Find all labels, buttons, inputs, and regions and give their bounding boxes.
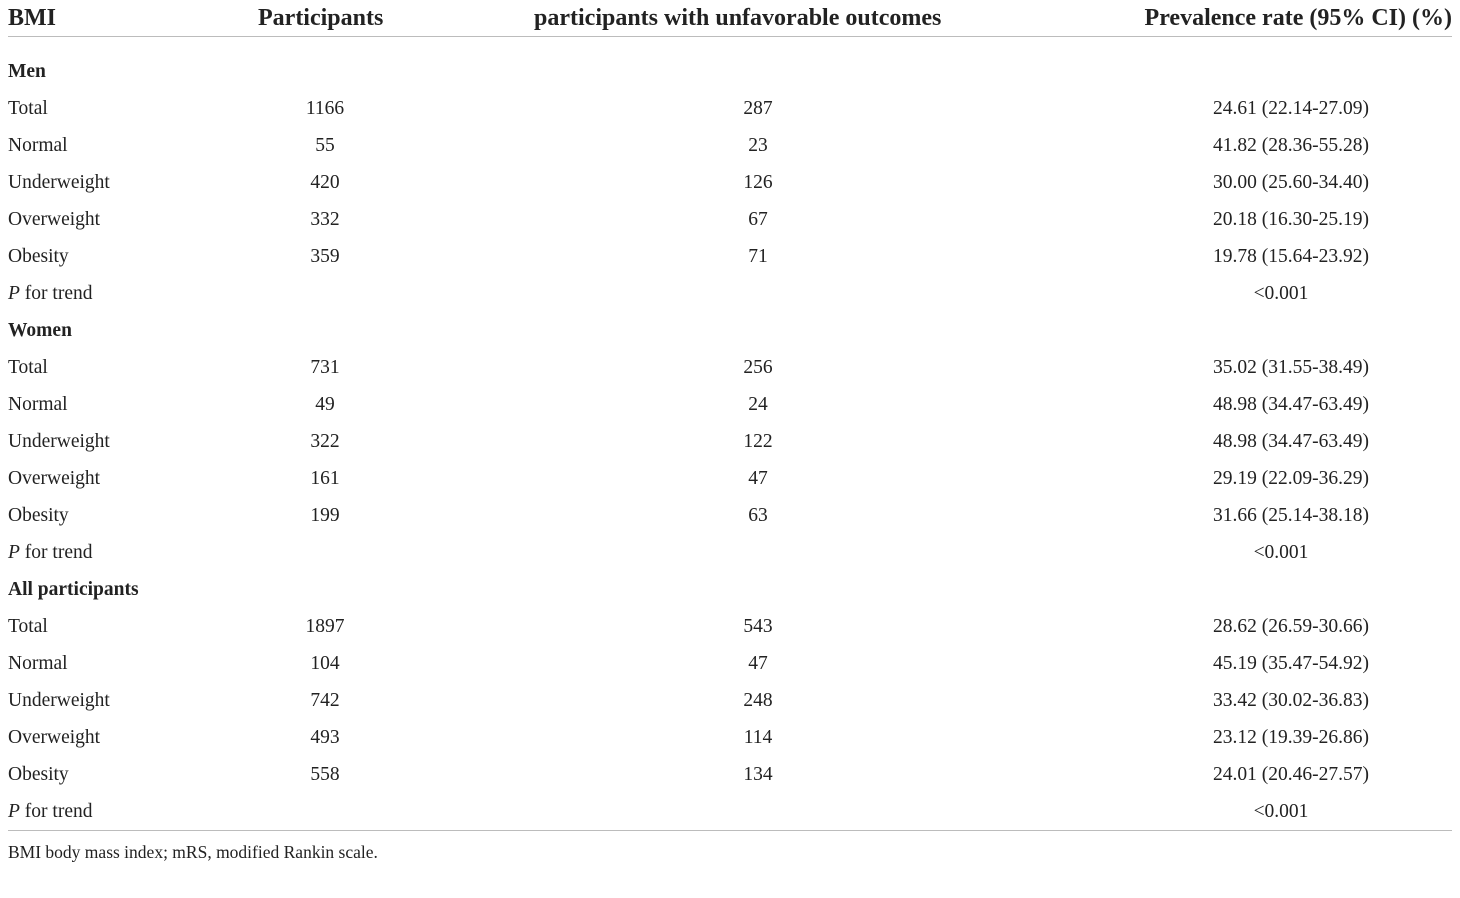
table-body: [8, 53, 1452, 831]
unfavorable-cell: 287: [743, 98, 773, 119]
table-row: [8, 90, 1452, 127]
participants-cell: 1166: [305, 98, 345, 119]
table-row: [8, 497, 1452, 534]
trend-value: <0.001: [1253, 542, 1309, 563]
header-participants: Participants: [208, 0, 442, 37]
prevalence-cell: 45.19 (35.47-54.92): [1213, 653, 1369, 674]
trend-label: [8, 793, 208, 831]
prevalence-cell: 28.62 (26.59-30.66): [1213, 616, 1369, 637]
footnote: BMI body mass index; mRS, modified Rankin scale.: [8, 831, 1452, 874]
row-label: Underweight: [8, 431, 110, 452]
participants-cell: 359: [310, 246, 340, 267]
prevalence-cell: 24.61 (22.14-27.09): [1213, 98, 1369, 119]
header-bmi: BMI: [8, 0, 208, 37]
participants-cell: 322: [310, 431, 340, 452]
participants-cell: 199: [310, 505, 340, 526]
participants-cell: 558: [310, 764, 340, 785]
row-label: Total: [8, 98, 48, 119]
prevalence-cell: 31.66 (25.14-38.18): [1213, 505, 1369, 526]
prevalence-cell: 48.98 (34.47-63.49): [1213, 394, 1369, 415]
unfavorable-cell: 248: [743, 690, 773, 711]
row-label: Underweight: [8, 690, 110, 711]
trend-row: [8, 534, 1452, 571]
prevalence-cell: 33.42 (30.02-36.83): [1213, 690, 1369, 711]
table-row: [8, 127, 1452, 164]
row-label: Total: [8, 616, 48, 637]
unfavorable-cell: 47: [748, 468, 768, 489]
prevalence-cell: 23.12 (19.39-26.86): [1213, 727, 1369, 748]
unfavorable-cell: 23: [748, 135, 768, 156]
row-label: Normal: [8, 653, 68, 674]
prevalence-cell: 19.78 (15.64-23.92): [1213, 246, 1369, 267]
unfavorable-cell: 543: [743, 616, 773, 637]
section-title: Men: [8, 61, 46, 82]
prevalence-cell: 24.01 (20.46-27.57): [1213, 764, 1369, 785]
prevalence-cell: 41.82 (28.36-55.28): [1213, 135, 1369, 156]
table-row: [8, 201, 1452, 238]
row-label: Overweight: [8, 209, 101, 230]
row-label: Obesity: [8, 505, 69, 526]
unfavorable-cell: 24: [748, 394, 768, 415]
participants-cell: 332: [310, 209, 340, 230]
table-footer: [8, 831, 1452, 874]
unfavorable-cell: 67: [748, 209, 768, 230]
participants-cell: 493: [310, 727, 340, 748]
empty-cell: [208, 793, 442, 831]
unfavorable-cell: 256: [743, 357, 773, 378]
table-row: [8, 460, 1452, 497]
table-row: [8, 349, 1452, 386]
prevalence-table-container: [8, 0, 1452, 873]
participants-cell: 731: [310, 357, 340, 378]
table-row: [8, 682, 1452, 719]
unfavorable-cell: 114: [743, 727, 773, 748]
empty-cell: [442, 793, 1074, 831]
section-row: [8, 312, 1452, 349]
trend-p-italic: P: [8, 283, 20, 304]
unfavorable-cell: 126: [743, 172, 773, 193]
participants-cell: 49: [315, 394, 335, 415]
prevalence-cell: 20.18 (16.30-25.19): [1213, 209, 1369, 230]
unfavorable-cell: 63: [748, 505, 768, 526]
table-row: [8, 238, 1452, 275]
participants-cell: 742: [310, 690, 340, 711]
row-label: Normal: [8, 135, 68, 156]
unfavorable-cell: 47: [748, 653, 768, 674]
trend-value: <0.001: [1253, 801, 1309, 822]
trend-label-rest: for trend: [19, 283, 93, 304]
row-label: Normal: [8, 394, 68, 415]
table-row: [8, 756, 1452, 793]
participants-cell: 55: [315, 135, 335, 156]
prevalence-table: [8, 0, 1452, 873]
empty-cell: [208, 275, 442, 312]
trend-p-italic: P: [8, 542, 20, 563]
empty-cell: [442, 275, 1074, 312]
header-prevalence: Prevalence rate (95% CI) (%): [1074, 0, 1452, 37]
section-title: All participants: [8, 579, 139, 600]
header-unfavorable: participants with unfavorable outcomes: [442, 0, 1074, 37]
row-label: Overweight: [8, 727, 101, 748]
table-row: [8, 423, 1452, 460]
participants-cell: 420: [310, 172, 340, 193]
table-header: [8, 0, 1452, 53]
empty-cell: [442, 534, 1074, 571]
trend-label: [8, 275, 208, 312]
row-label: Total: [8, 357, 48, 378]
prevalence-cell: 48.98 (34.47-63.49): [1213, 431, 1369, 452]
row-label: Obesity: [8, 246, 69, 267]
trend-row: [8, 275, 1452, 312]
participants-cell: 1897: [305, 616, 345, 637]
section-row: [8, 53, 1452, 90]
table-row: [8, 386, 1452, 423]
section-title: Women: [8, 320, 72, 341]
table-row: [8, 719, 1452, 756]
participants-cell: 104: [310, 653, 340, 674]
row-label: Underweight: [8, 172, 110, 193]
participants-cell: 161: [310, 468, 340, 489]
trend-label-rest: for trend: [19, 801, 93, 822]
header-row: [8, 0, 1452, 37]
row-label: Overweight: [8, 468, 101, 489]
row-label: Obesity: [8, 764, 69, 785]
table-row: [8, 164, 1452, 201]
trend-value: <0.001: [1253, 283, 1309, 304]
prevalence-cell: 30.00 (25.60-34.40): [1213, 172, 1369, 193]
table-row: [8, 608, 1452, 645]
trend-label-rest: for trend: [19, 542, 93, 563]
unfavorable-cell: 122: [743, 431, 773, 452]
prevalence-cell: 29.19 (22.09-36.29): [1213, 468, 1369, 489]
empty-cell: [208, 534, 442, 571]
section-row: [8, 571, 1452, 608]
table-row: [8, 645, 1452, 682]
unfavorable-cell: 71: [748, 246, 768, 267]
trend-label: [8, 534, 208, 571]
trend-p-italic: P: [8, 801, 20, 822]
prevalence-cell: 35.02 (31.55-38.49): [1213, 357, 1369, 378]
trend-row: [8, 793, 1452, 831]
unfavorable-cell: 134: [743, 764, 773, 785]
